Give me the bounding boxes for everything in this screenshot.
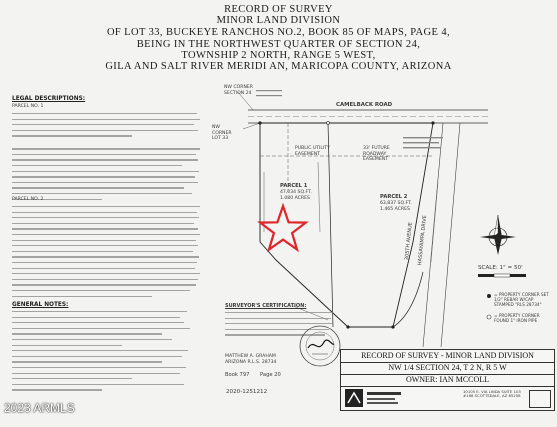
title-line-3: OF LOT 33, BUCKEYE RANCHOS NO.2, BOOK 85 OF MAPS, PAGE 4,	[106, 27, 451, 38]
street-edge-line-2	[441, 123, 460, 347]
parcel-2-area-sqft: 63,837 SQ.FT.	[380, 201, 412, 206]
sheet-number-box	[529, 390, 551, 408]
recording-book: Book 797	[225, 372, 250, 378]
title-line-1: RECORD OF SURVEY	[224, 4, 333, 15]
parcel-1-area-acres: 1.080 ACRES	[280, 196, 310, 201]
title-line-4: BEING IN THE NORTHWEST QUARTER OF SECTION 24,	[136, 39, 421, 50]
parcel-2-area-acres: 1.465 ACRES	[380, 207, 410, 212]
parcel-2-label: PARCEL 2	[380, 194, 408, 200]
title-block-location: NW 1/4 SECTION 24, T 2 N, R 5 W	[341, 363, 554, 375]
parcel-1-label: PARCEL 1	[280, 183, 308, 189]
parcel-2-heading: PARCEL NO. 2	[12, 197, 44, 202]
company-logo-icon	[345, 389, 405, 407]
surveyor-certification-heading: SURVEYOR'S CERTIFICATION:	[225, 303, 307, 309]
east-bearing-text	[431, 182, 438, 262]
monument-marker	[431, 121, 434, 124]
subject-star-marker	[260, 206, 306, 250]
monument-marker	[258, 121, 261, 124]
legend-set-rebar-icon	[487, 294, 491, 298]
street-name-hassayampa: HASSAYAMPA DRIVE	[417, 215, 429, 266]
general-notes-text	[12, 311, 202, 395]
tie-data-line	[256, 90, 282, 91]
scale-bar	[478, 274, 526, 277]
legend-set-rebar-text: = PROPERTY CORNER SET 1/2" REBAR W/CAP STAMPED "RLS 28734"	[494, 292, 549, 307]
north-arrow-icon	[480, 215, 516, 255]
tie-data-line	[256, 95, 282, 96]
recording-number: 2020-1251212	[226, 389, 268, 395]
legend-found-pipe-text: = PROPERTY CORNER FOUND 1" IRON PIPE	[494, 313, 540, 323]
curve-data-line	[403, 142, 439, 143]
monument-marker	[391, 325, 394, 328]
title-block-heading: RECORD OF SURVEY - MINOR LAND DIVISION	[341, 351, 554, 363]
monument-marker	[327, 122, 330, 125]
monument-marker	[346, 325, 349, 328]
curve-data-line	[403, 147, 441, 148]
legend-found-pipe-icon	[487, 315, 491, 319]
surveyor-seal-icon	[298, 324, 342, 368]
recording-page: Page 20	[260, 372, 281, 378]
parcel-1-area-sqft: 47,034 SQ.FT.	[280, 190, 312, 195]
general-notes-heading: GENERAL NOTES:	[12, 302, 69, 308]
drawing-title-block	[340, 349, 555, 411]
title-line-2: MINOR LAND DIVISION	[216, 15, 341, 26]
parcel-1-heading: PARCEL NO. 1	[12, 104, 44, 109]
roadway-easement-label: 33' FUTURE ROADWAY EASEMENT	[363, 146, 390, 163]
middle-bearing-text	[318, 162, 320, 232]
lot-corner-label: NW CORNER LOT 33	[212, 125, 232, 142]
legal-descriptions-heading: LEGAL DESCRIPTIONS:	[12, 96, 86, 102]
company-address: 10105 E. VIA LINDA SUITE 103 #168 SCOTTSDALE, AZ 85258	[463, 389, 521, 399]
title-block-owner: OWNER: IAN MCCOLL	[341, 375, 554, 387]
lot-corner-leader	[243, 123, 260, 129]
surveyor-name: MATTHEW A. GRAHAM	[225, 354, 276, 359]
street-name-305th: 305TH AVENUE	[404, 221, 414, 261]
scale-label: SCALE: 1" = 50'	[478, 265, 523, 271]
nw-corner-label: NW CORNER SECTION 24	[224, 85, 253, 96]
title-line-6: GILA AND SALT RIVER MERIDI AN, MARICOPA COUNTY, ARIZONA	[105, 61, 452, 72]
curve-data-line	[403, 137, 443, 138]
surveyor-registration: ARIZONA R.L.S. 28734	[225, 360, 277, 365]
utility-easement-label: PUBLIC UTILITY EASEMENT	[295, 146, 330, 157]
corner-curve	[393, 272, 423, 327]
parcel-2-legal-text	[12, 206, 202, 301]
mls-watermark: 2023 ARMLS	[4, 401, 75, 415]
road-name-label: CAMELBACK ROAD	[336, 102, 393, 108]
parcel-1-legal-text	[12, 113, 202, 204]
title-line-5: TOWNSHIP 2 NORTH, RANGE 5 WEST,	[181, 50, 376, 61]
